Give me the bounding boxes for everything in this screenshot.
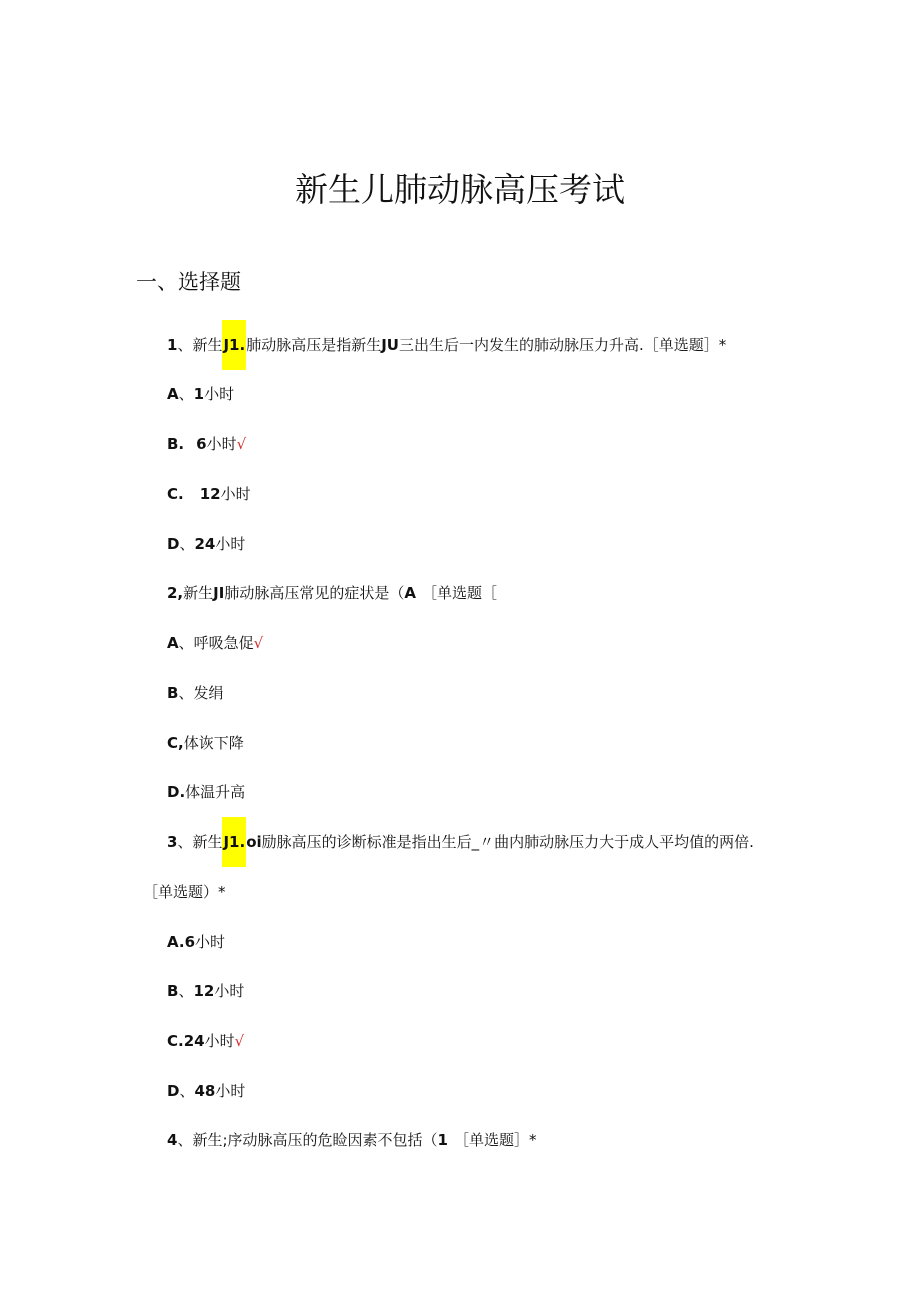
- option-3d[interactable]: D、48小时: [167, 1082, 246, 1100]
- option-1d[interactable]: D、24小时: [167, 535, 246, 553]
- option-2d[interactable]: D.体温升高: [167, 783, 246, 801]
- question-3: 3、新生J1.oi励脉高压的诊断标准是指出生后_〃曲内肺动脉压力大于成人平均值的两倍.: [167, 833, 754, 851]
- question-3-continuation: ［单选题）*: [143, 883, 226, 901]
- option-2b[interactable]: B、发绢: [167, 684, 224, 702]
- option-3a[interactable]: A.6小时: [167, 933, 226, 951]
- question-number: 3: [167, 833, 178, 851]
- question-number: 2,: [167, 584, 184, 602]
- option-2a[interactable]: A、呼吸急促√: [167, 634, 264, 652]
- option-2c[interactable]: C,体诙下降: [167, 734, 244, 752]
- highlight-mark: J1.: [223, 833, 246, 851]
- question-number: 4: [167, 1131, 178, 1149]
- option-1a[interactable]: A、1小时: [167, 385, 235, 403]
- question-1: 1、新生J1.肺动脉高压是指新生JU三出生后一内发生的肺动脉压力升高.［单选题］*: [167, 336, 727, 354]
- option-3c[interactable]: C.24小时√: [167, 1032, 245, 1050]
- question-number: 1: [167, 336, 178, 354]
- correct-check-icon: √: [234, 1032, 245, 1050]
- section-heading: 一、选择题: [136, 270, 241, 294]
- question-2: 2,新生JI肺动脉高压常见的症状是（A ［单选题［: [167, 584, 497, 602]
- highlight-mark: J1.: [223, 336, 246, 354]
- option-1b[interactable]: B. 6小时√: [167, 435, 247, 453]
- option-1c[interactable]: C. 12小时: [167, 485, 251, 503]
- page-title: 新生儿肺动脉高压考试: [295, 170, 625, 209]
- correct-check-icon: √: [236, 435, 247, 453]
- option-3b[interactable]: B、12小时: [167, 982, 245, 1000]
- question-4: 4、新生;序动脉高压的危睑因素不包括（1 ［单选题］*: [167, 1131, 537, 1149]
- correct-check-icon: √: [253, 634, 264, 652]
